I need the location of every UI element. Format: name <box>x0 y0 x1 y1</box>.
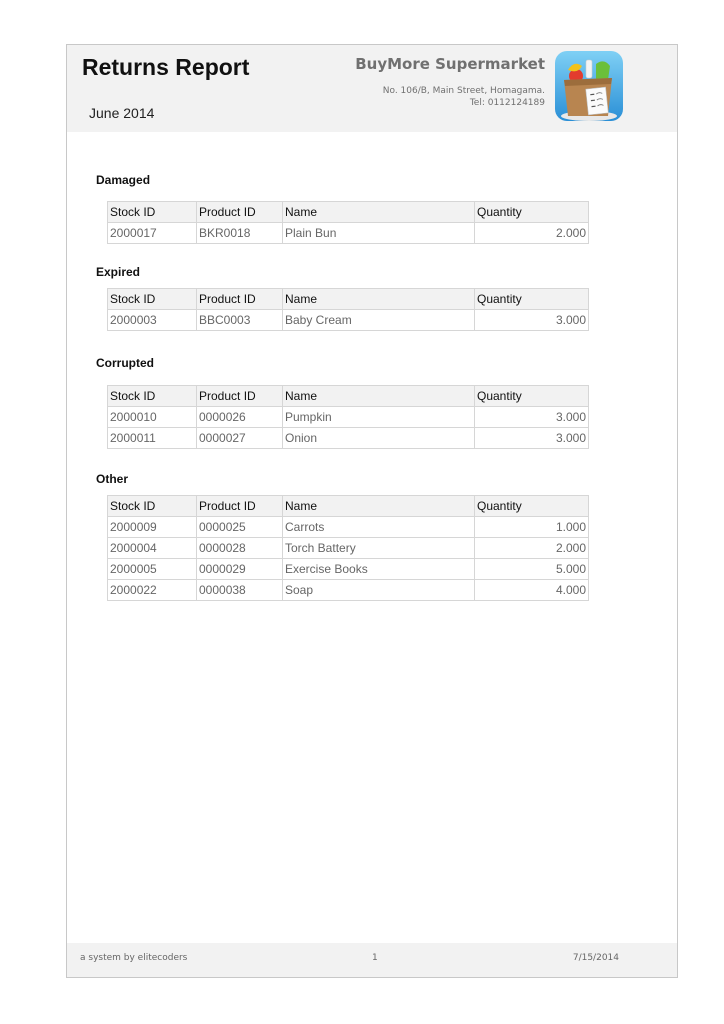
product-id-cell: 0000026 <box>197 407 283 428</box>
column-header-stock-id: Stock ID <box>108 496 197 517</box>
product-id-cell: 0000038 <box>197 580 283 601</box>
report-footer <box>67 943 677 977</box>
quantity-cell: 1.000 <box>475 517 589 538</box>
column-header-quantity: Quantity <box>475 289 589 310</box>
column-header-stock-id: Stock ID <box>108 289 197 310</box>
section-title-other: Other <box>96 472 129 486</box>
product-id-cell: BBC0003 <box>197 310 283 331</box>
column-header-name: Name <box>283 496 475 517</box>
table-header-row <box>108 289 589 310</box>
column-header-stock-id: Stock ID <box>108 202 197 223</box>
section-title-expired: Expired <box>96 265 141 279</box>
report-title: Returns Report <box>82 54 250 80</box>
quantity-cell: 3.000 <box>475 310 589 331</box>
quantity-cell: 5.000 <box>475 559 589 580</box>
column-header-stock-id: Stock ID <box>108 386 197 407</box>
name-cell: Baby Cream <box>283 310 475 331</box>
expired-table <box>107 288 589 331</box>
column-header-product-id: Product ID <box>197 496 283 517</box>
table-row <box>108 580 589 601</box>
table-row <box>108 559 589 580</box>
stock-id-cell: 2000004 <box>108 538 197 559</box>
name-cell: Torch Battery <box>283 538 475 559</box>
table-header-row <box>108 202 589 223</box>
table-row <box>108 310 589 331</box>
product-id-cell: 0000028 <box>197 538 283 559</box>
stock-id-cell: 2000010 <box>108 407 197 428</box>
other-table <box>107 495 589 601</box>
stock-id-cell: 2000003 <box>108 310 197 331</box>
stock-id-cell: 2000009 <box>108 517 197 538</box>
name-cell: Exercise Books <box>283 559 475 580</box>
column-header-quantity: Quantity <box>475 202 589 223</box>
table-header-row <box>108 386 589 407</box>
section-title-corrupted: Corrupted <box>96 356 154 370</box>
name-cell: Plain Bun <box>283 223 475 244</box>
column-header-quantity: Quantity <box>475 386 589 407</box>
quantity-cell: 3.000 <box>475 407 589 428</box>
quantity-cell: 2.000 <box>475 223 589 244</box>
quantity-cell: 2.000 <box>475 538 589 559</box>
damaged-table <box>107 201 589 244</box>
footer-page-number: 1 <box>372 953 378 963</box>
corrupted-table <box>107 385 589 449</box>
column-header-name: Name <box>283 202 475 223</box>
report-page <box>66 44 678 978</box>
name-cell: Carrots <box>283 517 475 538</box>
table-row <box>108 428 589 449</box>
section-title-damaged: Damaged <box>96 173 151 187</box>
stock-id-cell: 2000005 <box>108 559 197 580</box>
table-row <box>108 538 589 559</box>
product-id-cell: BKR0018 <box>197 223 283 244</box>
name-cell: Onion <box>283 428 475 449</box>
quantity-cell: 4.000 <box>475 580 589 601</box>
product-id-cell: 0000027 <box>197 428 283 449</box>
footer-date: 7/15/2014 <box>572 953 619 963</box>
stock-id-cell: 2000017 <box>108 223 197 244</box>
company-name: BuyMore Supermarket <box>355 55 545 73</box>
column-header-name: Name <box>283 386 475 407</box>
table-row <box>108 223 589 244</box>
report-period: June 2014 <box>89 105 155 121</box>
table-header-row <box>108 496 589 517</box>
footer-credit: a system by elitecoders <box>80 953 188 963</box>
company-tel: Tel: 0112124189 <box>469 98 545 108</box>
table-row <box>108 407 589 428</box>
column-header-product-id: Product ID <box>197 386 283 407</box>
quantity-cell: 3.000 <box>475 428 589 449</box>
product-id-cell: 0000029 <box>197 559 283 580</box>
name-cell: Soap <box>283 580 475 601</box>
stock-id-cell: 2000022 <box>108 580 197 601</box>
company-address: No. 106/B, Main Street, Homagama. <box>382 86 545 96</box>
column-header-product-id: Product ID <box>197 202 283 223</box>
table-row <box>108 517 589 538</box>
report-header <box>67 45 677 132</box>
column-header-quantity: Quantity <box>475 496 589 517</box>
column-header-product-id: Product ID <box>197 289 283 310</box>
column-header-name: Name <box>283 289 475 310</box>
stock-id-cell: 2000011 <box>108 428 197 449</box>
grocery-bag-logo-icon <box>554 50 624 122</box>
product-id-cell: 0000025 <box>197 517 283 538</box>
name-cell: Pumpkin <box>283 407 475 428</box>
